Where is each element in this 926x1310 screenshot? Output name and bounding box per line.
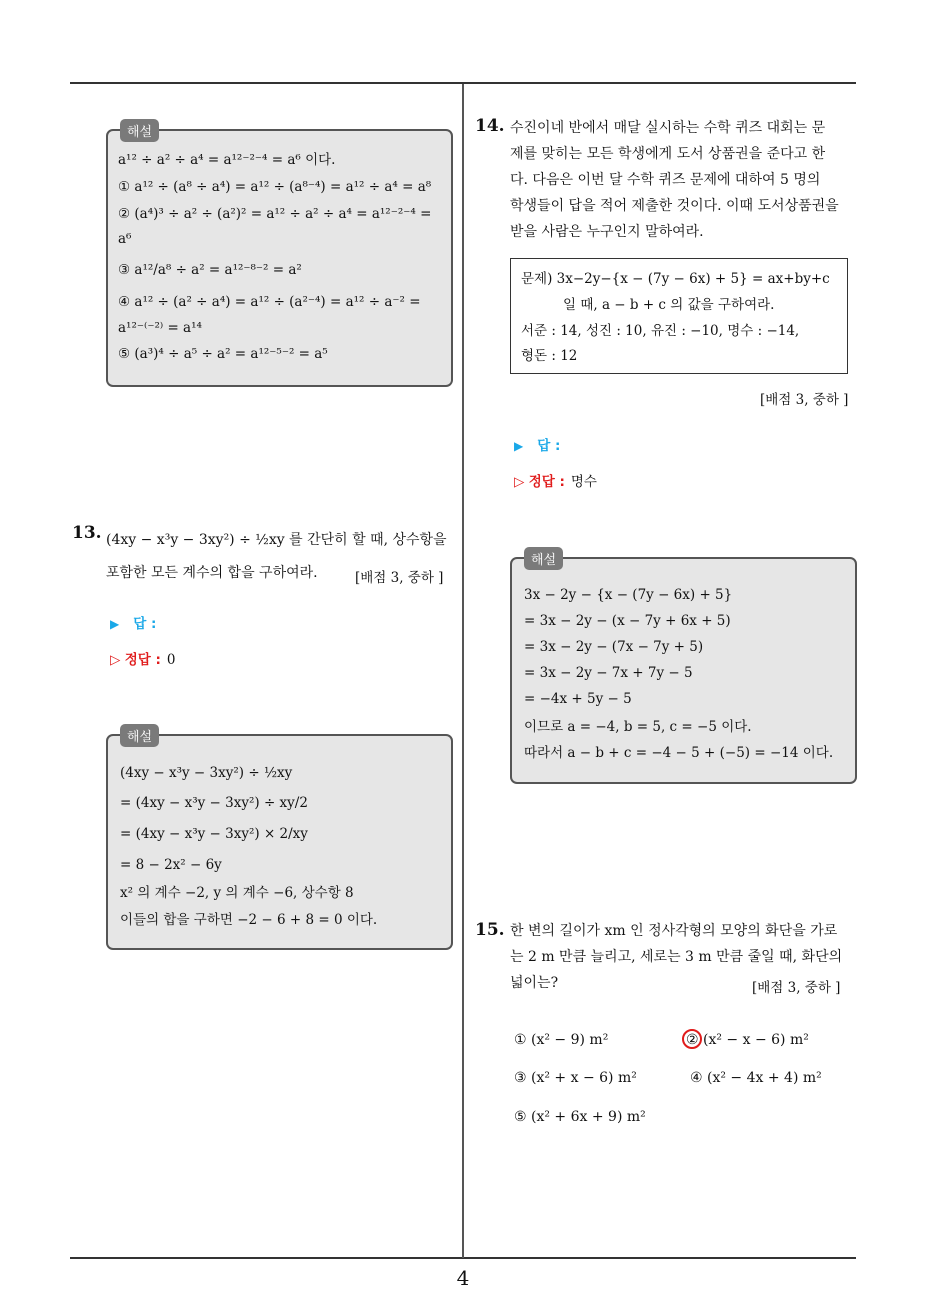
correct-label: 정답 :	[124, 652, 161, 668]
q15-score: [배점 3, 중하 ]	[752, 980, 841, 996]
solution-line: = (4xy − x³y − 3xy²) ÷ xy/2	[120, 795, 308, 811]
q15-choice-3[interactable]: ③ (x² + x − 6) m²	[514, 1070, 637, 1086]
solution-tag: 해설	[524, 547, 563, 570]
solution-line: ⑤ (a³)⁴ ÷ a⁵ ÷ a² = a¹²⁻⁵⁻² = a⁵	[118, 346, 328, 362]
problem-line: 형돈 : 12	[521, 348, 578, 364]
solution-tag: 해설	[120, 119, 159, 142]
q14-score: [배점 3, 중하 ]	[760, 392, 849, 408]
solution-line: = 3x − 2y − (7x − 7y + 5)	[524, 639, 704, 655]
q15-text-line: 한 변의 길이가 xm 인 정사각형의 모양의 화단을 가로	[510, 923, 838, 939]
q15-choice-1[interactable]: ① (x² − 9) m²	[514, 1032, 609, 1048]
solution-line: 이들의 합을 구하면 −2 − 6 + 8 = 0 이다.	[120, 912, 378, 928]
solution-line: a¹² ÷ a² ÷ a⁴ = a¹²⁻²⁻⁴ = a⁶ 이다.	[118, 152, 336, 168]
prev-solution-box	[106, 125, 453, 387]
play-triangle-icon: ▶	[514, 439, 524, 453]
correct-value: 명수	[570, 474, 597, 490]
q13-number: 13.	[72, 523, 102, 543]
q15-text-line: 는 2 m 만큼 늘리고, 세로는 3 m 만큼 줄일 때, 화단의	[510, 949, 843, 965]
play-triangle-icon: ▶	[110, 617, 120, 631]
problem-line: 서준 : 14, 성진 : 10, 유진 : −10, 명수 : −14,	[521, 323, 800, 339]
solution-tag: 해설	[120, 724, 159, 747]
q13-text-line1: (4xy − x³y − 3xy²) ÷ ½xy 를 간단히 할 때, 상수항을	[106, 532, 447, 548]
q15-text-line: 넓이는?	[510, 975, 559, 991]
q14-problem-box	[510, 258, 848, 374]
solution-line: 3x − 2y − {x − (7y − 6x) + 5}	[524, 587, 733, 603]
solution-line: a¹²⁻⁽⁻²⁾ = a¹⁴	[118, 320, 202, 336]
q13-solution-box	[106, 730, 453, 950]
answer-label: 답 :	[133, 616, 157, 632]
q14-correct-row	[514, 470, 597, 490]
q14-text-line: 제를 맞히는 모든 학생에게 도서 상품권을 준다고 한	[510, 146, 826, 162]
solution-line: ① a¹² ÷ (a⁸ ÷ a⁴) = a¹² ÷ (a⁸⁻⁴) = a¹² ÷ a⁴ = a⁸	[118, 179, 432, 195]
solution-line: = 3x − 2y − 7x + 7y − 5	[524, 665, 693, 681]
solution-line: 따라서 a − b + c = −4 − 5 + (−5) = −14 이다.	[524, 745, 834, 761]
q15-choice-5[interactable]: ⑤ (x² + 6x + 9) m²	[514, 1109, 646, 1125]
q15-choice-4[interactable]: ④ (x² − 4x + 4) m²	[690, 1070, 822, 1086]
marked-answer-circle	[682, 1029, 702, 1049]
column-divider	[462, 84, 464, 1258]
solution-line: = −4x + 5y − 5	[524, 691, 632, 707]
q14-number: 14.	[475, 116, 505, 136]
solution-line: x² 의 계수 −2, y 의 계수 −6, 상수항 8	[120, 885, 354, 901]
outline-triangle-icon: ▷	[514, 474, 525, 490]
q13-correct-row	[110, 648, 175, 668]
q13-text-line2: 포함한 모든 계수의 합을 구하여라.	[106, 565, 318, 581]
q15-choice-2[interactable]: ② (x² − x − 6) m²	[686, 1032, 809, 1048]
correct-value: 0	[166, 652, 176, 668]
correct-label: 정답 :	[528, 474, 565, 490]
solution-line: a⁶	[118, 231, 132, 247]
page-number: 4	[456, 1266, 470, 1290]
solution-line: = 8 − 2x² − 6y	[120, 857, 222, 873]
outline-triangle-icon: ▷	[110, 652, 121, 668]
solution-line: = (4xy − x³y − 3xy²) × 2/xy	[120, 826, 308, 842]
problem-line: 일 때, a − b + c 의 값을 구하여라.	[563, 297, 775, 313]
solution-line: = 3x − 2y − (x − 7y + 6x + 5)	[524, 613, 731, 629]
q14-answer-row	[514, 434, 560, 454]
answer-label: 답 :	[537, 438, 561, 454]
q14-solution-box	[510, 553, 857, 784]
q14-text-line: 받을 사람은 누구인지 말하여라.	[510, 224, 704, 240]
solution-line: (4xy − x³y − 3xy²) ÷ ½xy	[120, 765, 293, 781]
q14-text-line: 수진이네 반에서 매달 실시하는 수학 퀴즈 대회는 문	[510, 120, 826, 136]
q14-text-line: 학생들이 답을 적어 제출한 것이다. 이때 도서상품권을	[510, 198, 839, 214]
q14-text-line: 다. 다음은 이번 달 수학 퀴즈 문제에 대하여 5 명의	[510, 172, 821, 188]
q13-answer-row	[110, 612, 156, 632]
q13-score: [배점 3, 중하 ]	[355, 570, 444, 586]
solution-line: ④ a¹² ÷ (a² ÷ a⁴) = a¹² ÷ (a²⁻⁴) = a¹² ÷ a⁻² =	[118, 294, 421, 310]
problem-line: 문제) 3x−2y−{x − (7y − 6x) + 5} = ax+by+c	[521, 271, 830, 287]
solution-line: 이므로 a = −4, b = 5, c = −5 이다.	[524, 719, 752, 735]
solution-line: ② (a⁴)³ ÷ a² ÷ (a²)² = a¹² ÷ a² ÷ a⁴ = a¹²⁻²⁻⁴ =	[118, 206, 432, 222]
q15-number: 15.	[475, 920, 505, 940]
solution-line: ③ a¹²/a⁸ ÷ a² = a¹²⁻⁸⁻² = a²	[118, 262, 302, 278]
